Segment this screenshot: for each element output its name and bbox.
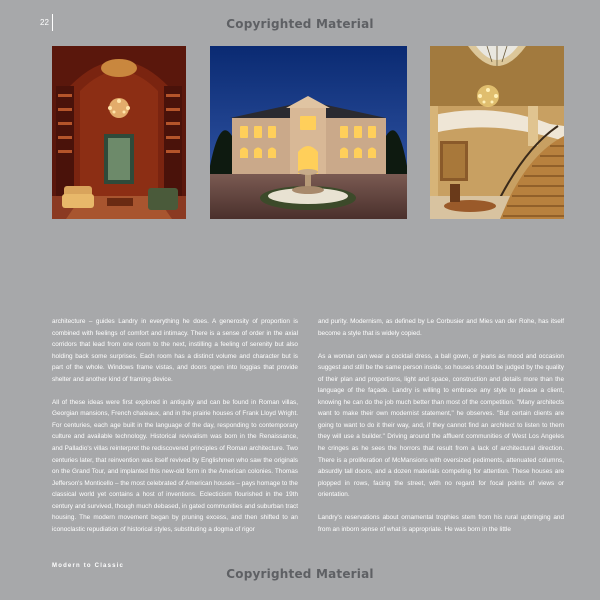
page-number: 22 bbox=[40, 18, 49, 27]
paragraph: Landry's reservations about ornamental trophies stem from his rural upbringing and from an inborn sense of what is appropriate. He was born in the little bbox=[318, 514, 564, 533]
paragraph: As a woman can wear a cocktail dress, a ball gown, or jeans as mood and occasion suggest and still be the same person inside, so houses should be judged by the quality of their plan and proportions, light and space, construction and details more than the language of the façade. Landry is willing to embrace any style to please a client, knowing he can do the job much better than most of the competition. "Many architects want to make their own modernist statement," he observes. "But certain clients are going to want to do it their way, and, if they cannot find an architect to listen to them they will use a builder." Driving around the affluent communities of West Los Angeles he cringes as he sees the horrors that result from a lack of architectural direction. There is a proliferation of McMansions with oversized pediments, attenuated columns, absurdly tall doors, and a dozen materials competing for attention. These houses are plopped in rows, facing the street, with no regard for focal points of views or orientation. bbox=[318, 352, 564, 499]
paragraph: architecture – guides Landry in everything he does. A generosity of proportion is combined with feelings of comfort and intimacy. There is a sense of order in the axial corridors that lead from one room to the next, instilling a feeling of serenity but also holding back some surprises. Each room has a distinct volume and character but is part of the whole. Windows frame vistas, and doors open into loggias that provide shelter and another kind of framing device. bbox=[52, 318, 298, 383]
text-column-right bbox=[318, 316, 564, 547]
library-interior-photo bbox=[52, 46, 186, 219]
paragraph: and purity. Modernism, as defined by Le Corbusier and Mies van der Rohe, has itself become a style that is widely copied. bbox=[318, 318, 564, 337]
running-footer-title: Modern to Classic bbox=[52, 563, 125, 569]
paragraph: All of these ideas were first explored in antiquity and can be found in Roman villas, Georgian mansions, French chateaux, and in the prairie houses of Frank Lloyd Wright. For centuries, each age built in the language of the day, responding to contemporary culture and available technology. Historical revivalism was born in the Renaissance, and Palladio's villas reinterpret the rediscovered principles of Roman architecture. Two centuries later, that reinvention was itself revived by Englishmen who saw the originals on the Grand Tour, and implanted this new-old form in the American colonies. Thomas Jefferson's Monticello – the most celebrated of American houses – pays homage to the classical world yet contains a host of inventions. Eclecticism flourished in the 19th century and survived, though much debased, in gated communities and suburban tract housing. The modern movement began by pruning excess, and then shifted to an iconoclastic repudiation of historical styles, substituting a dogma of rigor bbox=[52, 398, 298, 533]
mansion-exterior-photo bbox=[210, 46, 407, 219]
staircase-foyer-photo bbox=[430, 46, 564, 219]
watermark-bottom: Copyrighted Material bbox=[226, 567, 374, 581]
watermark-top: Copyrighted Material bbox=[226, 17, 374, 31]
page-number-rule bbox=[52, 14, 53, 31]
text-column-left bbox=[52, 316, 298, 547]
